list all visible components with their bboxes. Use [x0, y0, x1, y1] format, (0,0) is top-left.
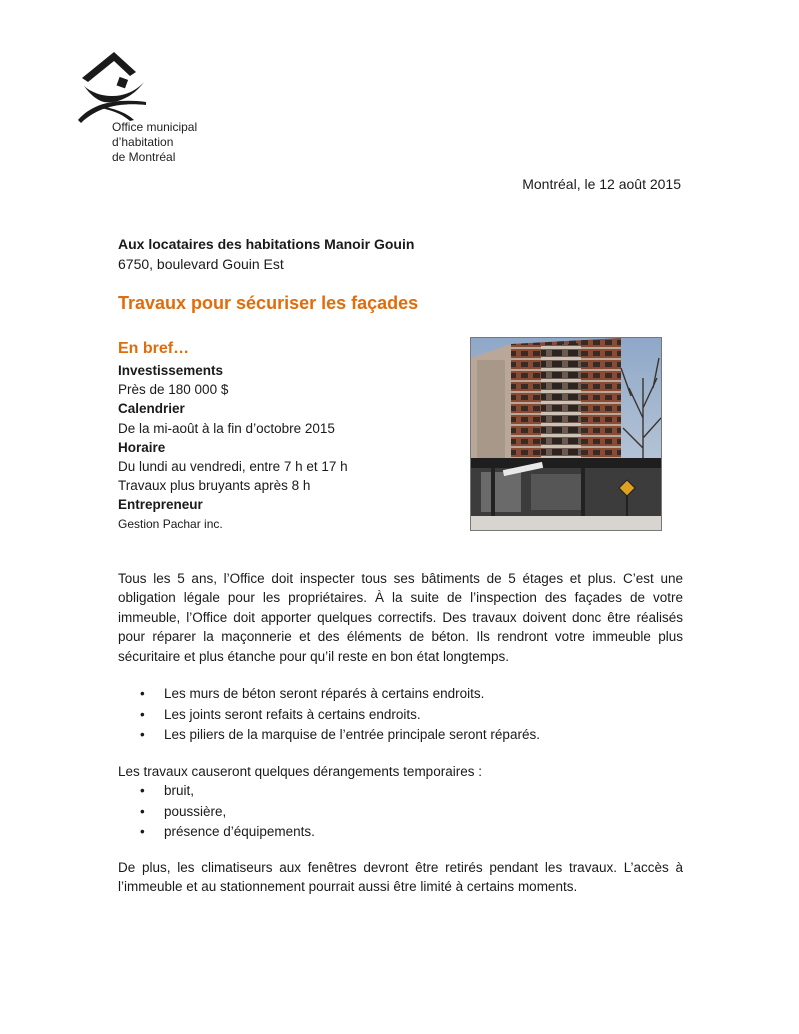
- list-item: • Les joints seront refaits à certains endroits.: [140, 705, 680, 726]
- brief-label-contractor: Entrepreneur: [118, 497, 203, 513]
- brief-section: [118, 361, 348, 534]
- recipient-block: [118, 234, 414, 274]
- list-item: • présence d’équipements.: [140, 822, 680, 843]
- logo-text: [112, 120, 197, 165]
- recipient-name: Aux locataires des habitations Manoir Gouin: [118, 236, 415, 252]
- brief-value-hours: Du lundi au vendredi, entre 7 h et 17 h: [118, 459, 348, 475]
- brief-label-investments: Investissements: [118, 363, 224, 378]
- work-list: [140, 684, 680, 746]
- letter-title: Travaux pour sécuriser les façades: [118, 293, 419, 313]
- body-paragraph-1: Tous les 5 ans, l’Office doit inspecter tous ses bâtiments de 5 étages et plus. C’est une obligation légale pour les propriétaires. À la suite de l’inspection des façades de votre immeuble, l’Office doit apporter quelques correctifs. Des travaux doivent donc être réalisés pour réparer la maçonnerie et des éléments de béton. Ils rendront votre immeuble plus sécuritaire et plus étanche pour qu’il reste en bon état longtemps.: [118, 571, 683, 664]
- body-paragraph-2: Les travaux causeront quelques dérangements temporaires :: [118, 764, 482, 779]
- brief-label-hours: Horaire: [118, 439, 166, 455]
- brief-value-schedule: De la mi-août à la fin d’octobre 2015: [118, 420, 335, 436]
- recipient-address: 6750, boulevard Gouin Est: [118, 256, 284, 272]
- disturbance-list: [140, 781, 680, 843]
- building-photo: [470, 337, 662, 531]
- list-item: • Les murs de béton seront réparés à certains endroits.: [140, 684, 680, 705]
- brief-value-investments: Près de 180 000 $: [118, 382, 229, 398]
- omhm-logo: [74, 46, 154, 126]
- brief-value-contractor: Gestion Pachar inc.: [118, 516, 223, 531]
- list-item: • poussière,: [140, 802, 680, 823]
- brief-value-hours-noise: Travaux plus bruyants après 8 h: [118, 478, 311, 494]
- body-paragraph-3: De plus, les climatiseurs aux fenêtres devront être retirés pendant les travaux. L’accès à l’immeuble et au stationnement pourrait aussi être limité à certains moments.: [118, 860, 683, 895]
- logo-line: Office municipal: [112, 120, 198, 134]
- logo-line: d’habitation: [112, 135, 174, 149]
- brief-heading: En bref…: [118, 340, 190, 357]
- letter-date: Montréal, le 12 août 2015: [522, 176, 681, 192]
- list-item: • bruit,: [140, 781, 680, 802]
- brief-label-schedule: Calendrier: [118, 401, 185, 417]
- logo-line: de Montréal: [112, 150, 176, 164]
- list-item: • Les piliers de la marquise de l’entrée principale seront réparés.: [140, 725, 680, 746]
